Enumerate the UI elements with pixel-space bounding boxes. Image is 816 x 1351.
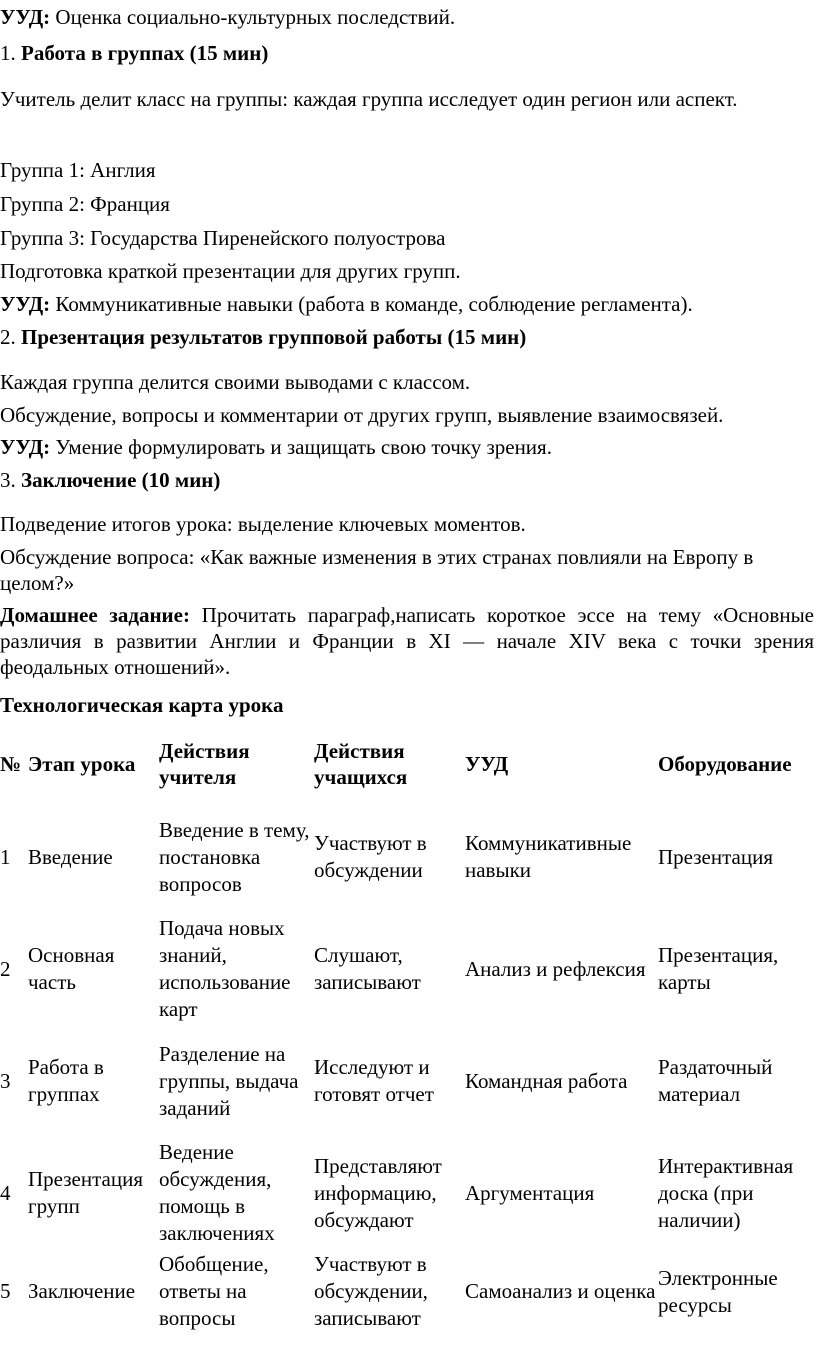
stage-cell: Введение <box>28 844 113 869</box>
homework-text: Прочитать параграф,написать короткое эссе на тему «Основные различия в развитии Англии и Франции в XI — начале XIV века с точки зрения феодальных отношений». <box>0 603 814 680</box>
uud-cell: Самоанализ и оценка <box>465 1279 656 1303</box>
section1-heading <box>0 40 814 66</box>
student-actions-cell: Участвуют в обсуждении <box>314 831 427 882</box>
equipment-cell: Презентация <box>658 844 773 869</box>
homework-label: Домашнее задание: <box>0 603 190 627</box>
teacher-actions-cell: Ведение обсуждения, помощь в заключениях <box>159 1140 275 1245</box>
uud-label: УУД: <box>0 5 51 29</box>
stage-cell: Работа в группах <box>28 1055 104 1106</box>
student-actions-cell: Исследуют и готовят отчет <box>314 1055 434 1106</box>
uud-text: Умение формулировать и защищать свою точку зрения. <box>50 435 552 459</box>
section2-uud-line <box>0 434 814 460</box>
header-stage: Этап урока <box>28 752 136 776</box>
teacher-actions-cell: Разделение на группы, выдача заданий <box>159 1041 299 1120</box>
section2-heading <box>0 324 814 350</box>
section1-description: Учитель делит класс на группы: каждая группа исследует один регион или аспект. <box>0 87 738 111</box>
tech-map-title: Технологическая карта урока <box>0 693 284 717</box>
row-number: 2 <box>0 956 11 981</box>
equipment-cell: Раздаточный материал <box>658 1055 773 1106</box>
section-number: 3. <box>0 468 21 492</box>
row-number: 3 <box>0 1068 11 1093</box>
header-equipment: Оборудование <box>658 752 792 776</box>
section-number: 1. <box>0 41 21 65</box>
section-title: Работа в группах (15 мин) <box>21 41 269 65</box>
section1-uud-line <box>0 291 814 317</box>
table-row <box>0 1137 816 1249</box>
teacher-actions-cell: Обобщение, ответы на вопросы <box>159 1252 269 1330</box>
group-2: Группа 2: Франция <box>0 192 170 216</box>
row-number: 5 <box>0 1279 11 1303</box>
section3-line-2: Обсуждение вопроса: «Как важные изменения в этих странах повлияли на Европу в целом?» <box>0 545 754 596</box>
header-teacher-actions: Действия учителя <box>159 739 250 789</box>
section-title: Заключение (10 мин) <box>21 468 221 492</box>
uud-cell: Командная работа <box>465 1068 628 1093</box>
teacher-actions-cell: Подача новых знаний, использование карт <box>159 916 291 1021</box>
uud-text: Оценка социально-культурных последствий. <box>50 5 456 29</box>
uud-cell: Анализ и рефлексия <box>465 956 646 981</box>
table-header-row <box>0 727 816 801</box>
header-student-actions: Действия учащихся <box>314 739 408 789</box>
group-1: Группа 1: Англия <box>0 158 156 182</box>
homework-paragraph <box>0 602 814 680</box>
section-title: Презентация результатов групповой работы (15 мин) <box>21 325 527 349</box>
section2-line-1: Каждая группа делится своими выводами с классом. <box>0 370 471 394</box>
section2-line-2: Обсуждение, вопросы и комментарии от других групп, выявление взаимосвязей. <box>0 403 724 427</box>
section-number: 2. <box>0 325 21 349</box>
stage-cell: Заключение <box>28 1279 136 1303</box>
group-3: Группа 3: Государства Пиренейского полуострова <box>0 226 446 250</box>
student-actions-cell: Представляют информацию, обсуждают <box>314 1153 442 1232</box>
tech-map-table <box>0 727 816 1334</box>
student-actions-cell: Слушают, записывают <box>314 943 421 994</box>
row-number: 4 <box>0 1180 11 1205</box>
equipment-cell: Электронные ресурсы <box>658 1265 778 1317</box>
uud-cell: Аргументация <box>465 1180 595 1205</box>
equipment-cell: Интерактивная доска (при наличии) <box>658 1153 794 1232</box>
header-uud: УУД <box>465 752 509 776</box>
uud-cell: Коммуникативные навыки <box>465 831 632 882</box>
uud-label: УУД: <box>0 435 51 459</box>
teacher-actions-cell: Введение в тему, постановка вопросов <box>159 817 310 896</box>
section3-heading <box>0 467 814 493</box>
stage-cell: Основная часть <box>28 943 115 994</box>
header-number: № <box>0 752 22 776</box>
table-row <box>0 801 816 913</box>
section3-line-1: Подведение итогов урока: выделение ключевых моментов. <box>0 512 526 536</box>
intro-uud-line <box>0 4 814 30</box>
table-row <box>0 913 816 1025</box>
uud-label: УУД: <box>0 292 51 316</box>
section1-task: Подготовка краткой презентации для других групп. <box>0 259 461 283</box>
table-row <box>0 1249 816 1334</box>
row-number: 1 <box>0 844 11 869</box>
stage-cell: Презентация групп <box>28 1167 143 1218</box>
uud-text: Коммуникативные навыки (работа в команде, соблюдение регламента). <box>50 292 693 316</box>
student-actions-cell: Участвуют в обсуждении, записывают <box>314 1252 428 1330</box>
table-row <box>0 1025 816 1137</box>
equipment-cell: Презентация, карты <box>658 943 779 994</box>
